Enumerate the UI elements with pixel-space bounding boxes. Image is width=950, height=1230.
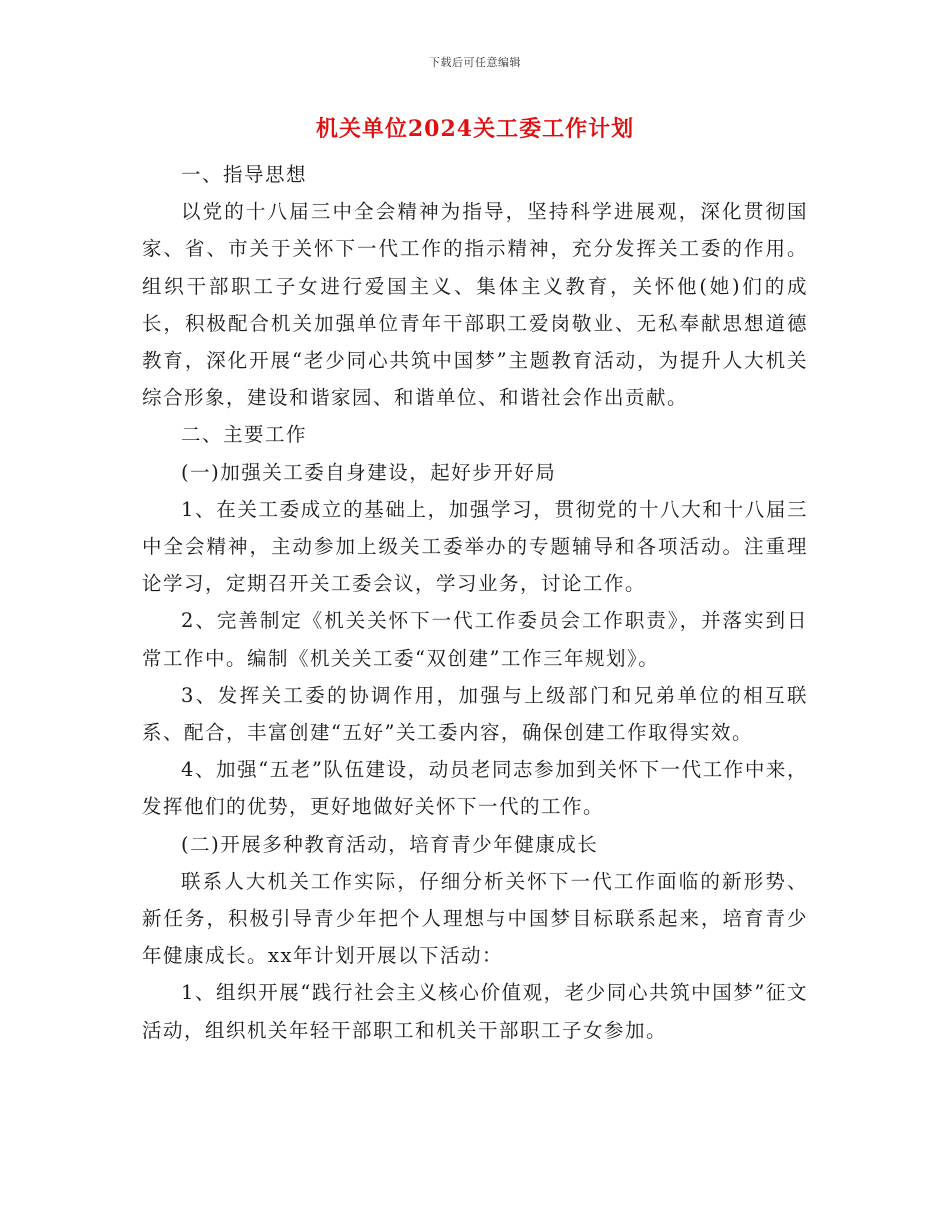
paragraph-item-4: 4、加强“五老”队伍建设，动员老同志参加到关怀下一代工作中来，发挥他们的优势，更好地做好关怀下一代的工作。 <box>142 758 808 819</box>
page-header-note: 下载后可任意编辑 <box>429 56 521 69</box>
paragraph-item-2: 2、完善制定《机关关怀下一代工作委员会工作职责》，并落实到日常工作中。编制《机关关工委“双创建”工作三年规划》。 <box>142 609 808 670</box>
document-title: 机关单位2024关工委工作计划 <box>315 116 635 142</box>
paragraph-item-1: 1、在关工委成立的基础上，加强学习，贯彻党的十八大和十八届三中全会精神，主动参加上级关工委举办的专题辅导和各项活动。注重理论学习，定期召开关工委会议，学习业务，讨论工作。 <box>142 497 808 596</box>
heading-guiding-ideology: 一、指导思想 <box>181 163 308 186</box>
heading-main-work: 二、主要工作 <box>181 423 308 447</box>
paragraph-guiding-ideology: 以党的十八届三中全会精神为指导，坚持科学进展观，深化贯彻国家、省、市关于关怀下一代工作的指示精神，充分发挥关工委的作用。组织干部职工子女进行爱国主义、集体主义教育，关怀他(她)们的成长，积极配合机关加强单位青年干部职工爱岗敬业、无私奉献思想道德教育，深化开展“老少同心共筑中国梦”主题教育活动，为提升人大机关综合形象，建设和谐家园、和谐单位、和谐社会作出贡献。 <box>142 200 808 410</box>
subheading-education-activities: (二)开展多种教育活动，培育青少年健康成长 <box>181 832 599 856</box>
document-body <box>142 156 808 1049</box>
paragraph-activity-1: 1、组织开展“践行社会主义核心价值观，老少同心共筑中国梦”征文活动，组织机关年轻干部职工和机关干部职工子女参加。 <box>142 981 808 1042</box>
paragraph-item-3: 3、发挥关工委的协调作用，加强与上级部门和兄弟单位的相互联系、配合，丰富创建“五好”关工委内容，确保创建工作取得实效。 <box>142 683 808 745</box>
paragraph-activities-intro: 联系人大机关工作实际，仔细分析关怀下一代工作面临的新形势、新任务，积极引导青少年把个人理想与中国梦目标联系起来，培育青少年健康成长。xx年计划开展以下活动： <box>142 869 808 968</box>
subheading-self-construction: (一)加强关工委自身建设，起好步开好局 <box>181 460 557 484</box>
